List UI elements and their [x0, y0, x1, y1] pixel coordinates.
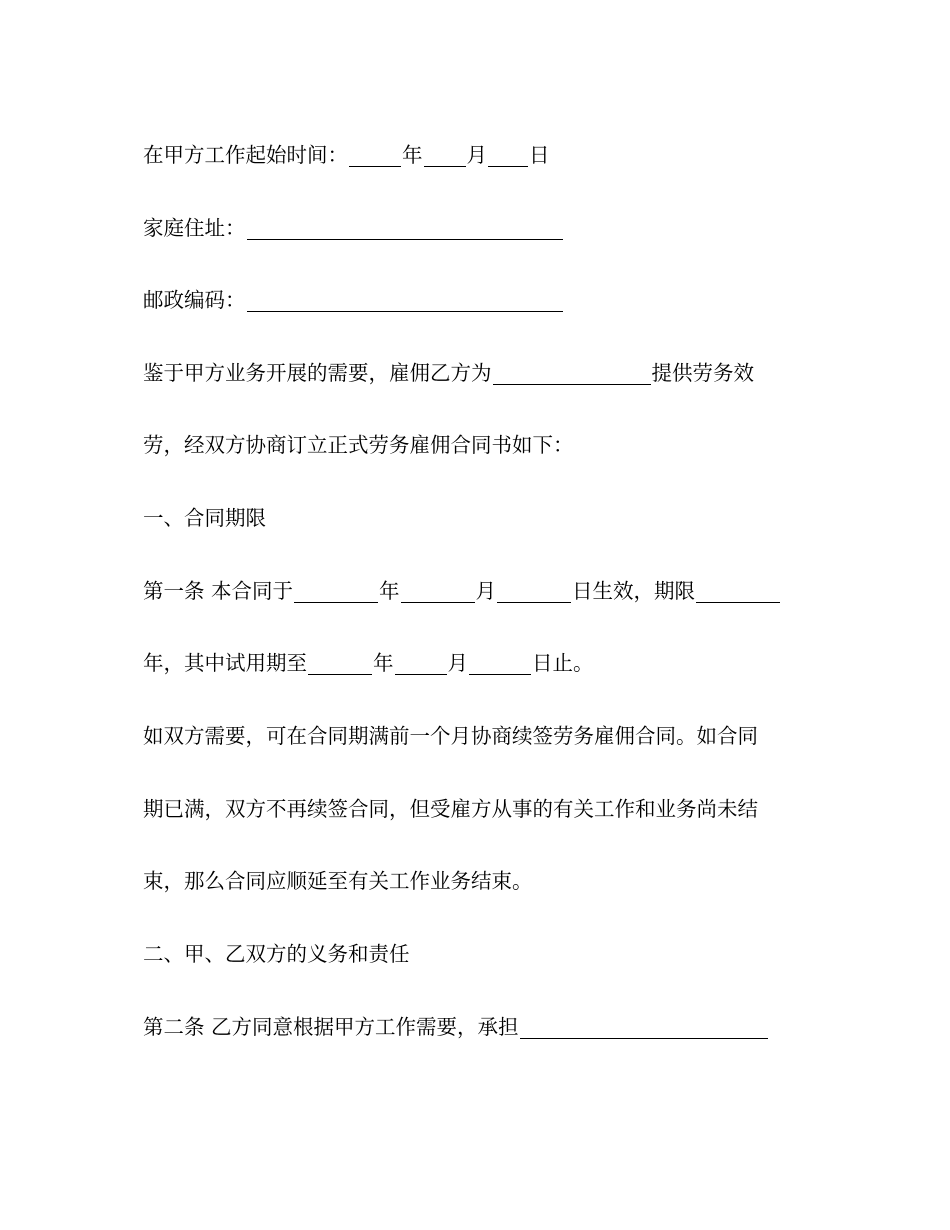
probation-text: 年，其中试用期至 [143, 651, 307, 675]
paragraph-line [143, 430, 574, 460]
paragraph-text: 期已满，双方不再续签合同，但受雇方从事的有关工作和业务尚未结 [143, 797, 758, 821]
year-blank[interactable] [294, 576, 378, 603]
paragraph-line [143, 794, 758, 824]
hire-purpose-text-end: 提供劳务效 [651, 361, 754, 385]
month-unit: 月 [447, 651, 468, 675]
duty-blank[interactable] [520, 1012, 768, 1039]
paragraph-line [143, 721, 758, 751]
paragraph-text: 劳，经双方协商订立正式劳务雇佣合同书如下： [143, 433, 574, 457]
day-blank[interactable] [488, 140, 528, 167]
year-unit: 年 [402, 143, 423, 167]
paragraph-line [143, 358, 754, 388]
probation-end-text: 日止。 [532, 651, 594, 675]
month-blank[interactable] [395, 648, 447, 675]
postal-code-blank[interactable] [247, 285, 563, 312]
section-heading [143, 503, 266, 533]
year-unit: 年 [373, 651, 394, 675]
day-blank[interactable] [469, 648, 531, 675]
article-text: 第一条 本合同于 [143, 579, 294, 603]
section-heading-text: 一、合同期限 [143, 506, 266, 530]
month-unit: 月 [466, 143, 487, 167]
year-blank[interactable] [308, 648, 372, 675]
effective-term-text: 日生效，期限 [572, 579, 696, 603]
home-address-line [143, 213, 564, 243]
month-unit: 月 [475, 579, 497, 603]
start-date-line [143, 140, 550, 170]
home-address-label: 家庭住址： [143, 216, 246, 240]
article-two-line [143, 1012, 769, 1042]
postal-code-label: 邮政编码： [143, 288, 246, 312]
year-blank[interactable] [349, 140, 401, 167]
paragraph-text: 如双方需要，可在合同期满前一个月协商续签劳务雇佣合同。如合同 [143, 724, 758, 748]
probation-line [143, 648, 594, 678]
home-address-blank[interactable] [247, 213, 563, 240]
month-blank[interactable] [401, 576, 475, 603]
month-blank[interactable] [424, 140, 466, 167]
day-blank[interactable] [497, 576, 571, 603]
paragraph-text: 束，那么合同应顺延至有关工作业务结束。 [143, 869, 533, 893]
postal-code-line [143, 285, 564, 315]
employer-blank[interactable] [493, 358, 651, 385]
start-date-label: 在甲方工作起始时间： [143, 143, 348, 167]
day-unit: 日 [529, 143, 550, 167]
hire-purpose-text: 鉴于甲方业务开展的需要，雇佣乙方为 [143, 361, 492, 385]
article-one-line [143, 576, 781, 606]
section-heading [143, 939, 410, 969]
section-heading-text: 二、甲、乙双方的义务和责任 [143, 942, 410, 966]
year-unit: 年 [379, 579, 400, 603]
term-blank[interactable] [696, 576, 780, 603]
article-text: 第二条 乙方同意根据甲方工作需要，承担 [143, 1015, 519, 1039]
paragraph-line [143, 866, 533, 896]
